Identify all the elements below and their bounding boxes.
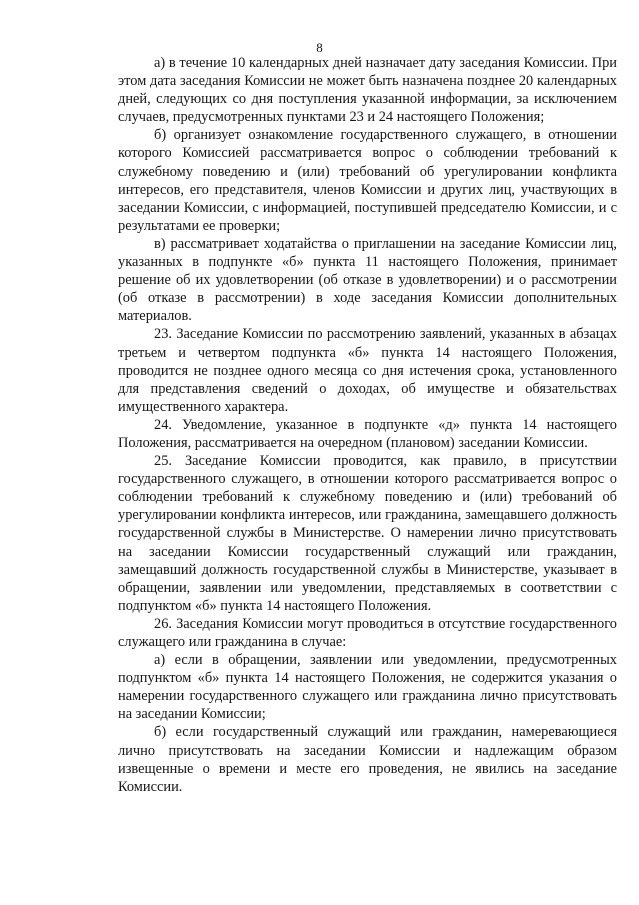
- paragraph-22c: в) рассматривает ходатайства о приглашении на заседание Комиссии лиц, указанных в подпункте «б» пункта 11 настоящего Положения, принимает решение об их удовлетворении (об отказе в удовлетворении) и о рассмотрении (об отказе в рассмотрении) в ходе заседания Комиссии дополнительных материалов.: [118, 235, 617, 325]
- paragraph-26: 26. Заседания Комиссии могут проводиться в отсутствие государственного служащего или гражданина в случае:: [118, 615, 617, 650]
- document-body: [118, 54, 617, 796]
- paragraph-24: 24. Уведомление, указанное в подпункте «д» пункта 14 настоящего Положения, рассматривается на очередном (плановом) заседании Комиссии.: [118, 416, 617, 451]
- page-number: 8: [316, 40, 323, 55]
- paragraph-22a: а) в течение 10 календарных дней назначает дату заседания Комиссии. При этом дата заседания Комиссии не может быть назначена позднее 20 календарных дней, следующих со дня поступления указанной информации, за исключением случаев, предусмотренных пунктами 23 и 24 настоящего Положения;: [118, 55, 617, 126]
- paragraph-22b: б) организует ознакомление государственного служащего, в отношении которого Комиссией рассматривается вопрос о соблюдении требований к служебному поведению и (или) требований об урегулировании конфликта интересов, его представителя, членов Комиссии и других лиц, участвующих в заседании Комиссии, с информацией, поступившей председателю Комиссии, и с результатами ее проверки;: [118, 127, 617, 234]
- paragraph-25: 25. Заседание Комиссии проводится, как правило, в присутствии государственного служащего, в отношении которого рассматривается вопрос о соблюдении требований к служебному поведению и (или) требований об урегулировании конфликта интересов, или гражданина, замещавшего должность государственной службы в Министерстве. О намерении лично присутствовать на заседании Комиссии государственный служащий или гражданин, замещавший должность государственной службы в Министерстве, указывает в обращении, заявлении или уведомлении, представляемых в соответствии с подпунктом «б» пункта 14 настоящего Положения.: [118, 453, 617, 614]
- paragraph-26b: б) если государственный служащий или гражданин, намеревающиеся лично присутствовать на заседании Комиссии и надлежащим образом извещенные о времени и месте его проведения, не явились на заседание Комиссии.: [118, 724, 617, 795]
- paragraph-26a: а) если в обращении, заявлении или уведомлении, предусмотренных подпунктом «б» пункта 14 настоящего Положения, не содержится указания о намерении государственного служащего или гражданина лично присутствовать на заседании Комиссии;: [118, 652, 617, 723]
- paragraph-23: 23. Заседание Комиссии по рассмотрению заявлений, указанных в абзацах третьем и четвертом подпункта «б» пункта 14 настоящего Положения, проводится не позднее одного месяца со дня истечения срока, установленного для представления сведений о доходах, об имуществе и обязательствах имущественного характера.: [118, 326, 617, 415]
